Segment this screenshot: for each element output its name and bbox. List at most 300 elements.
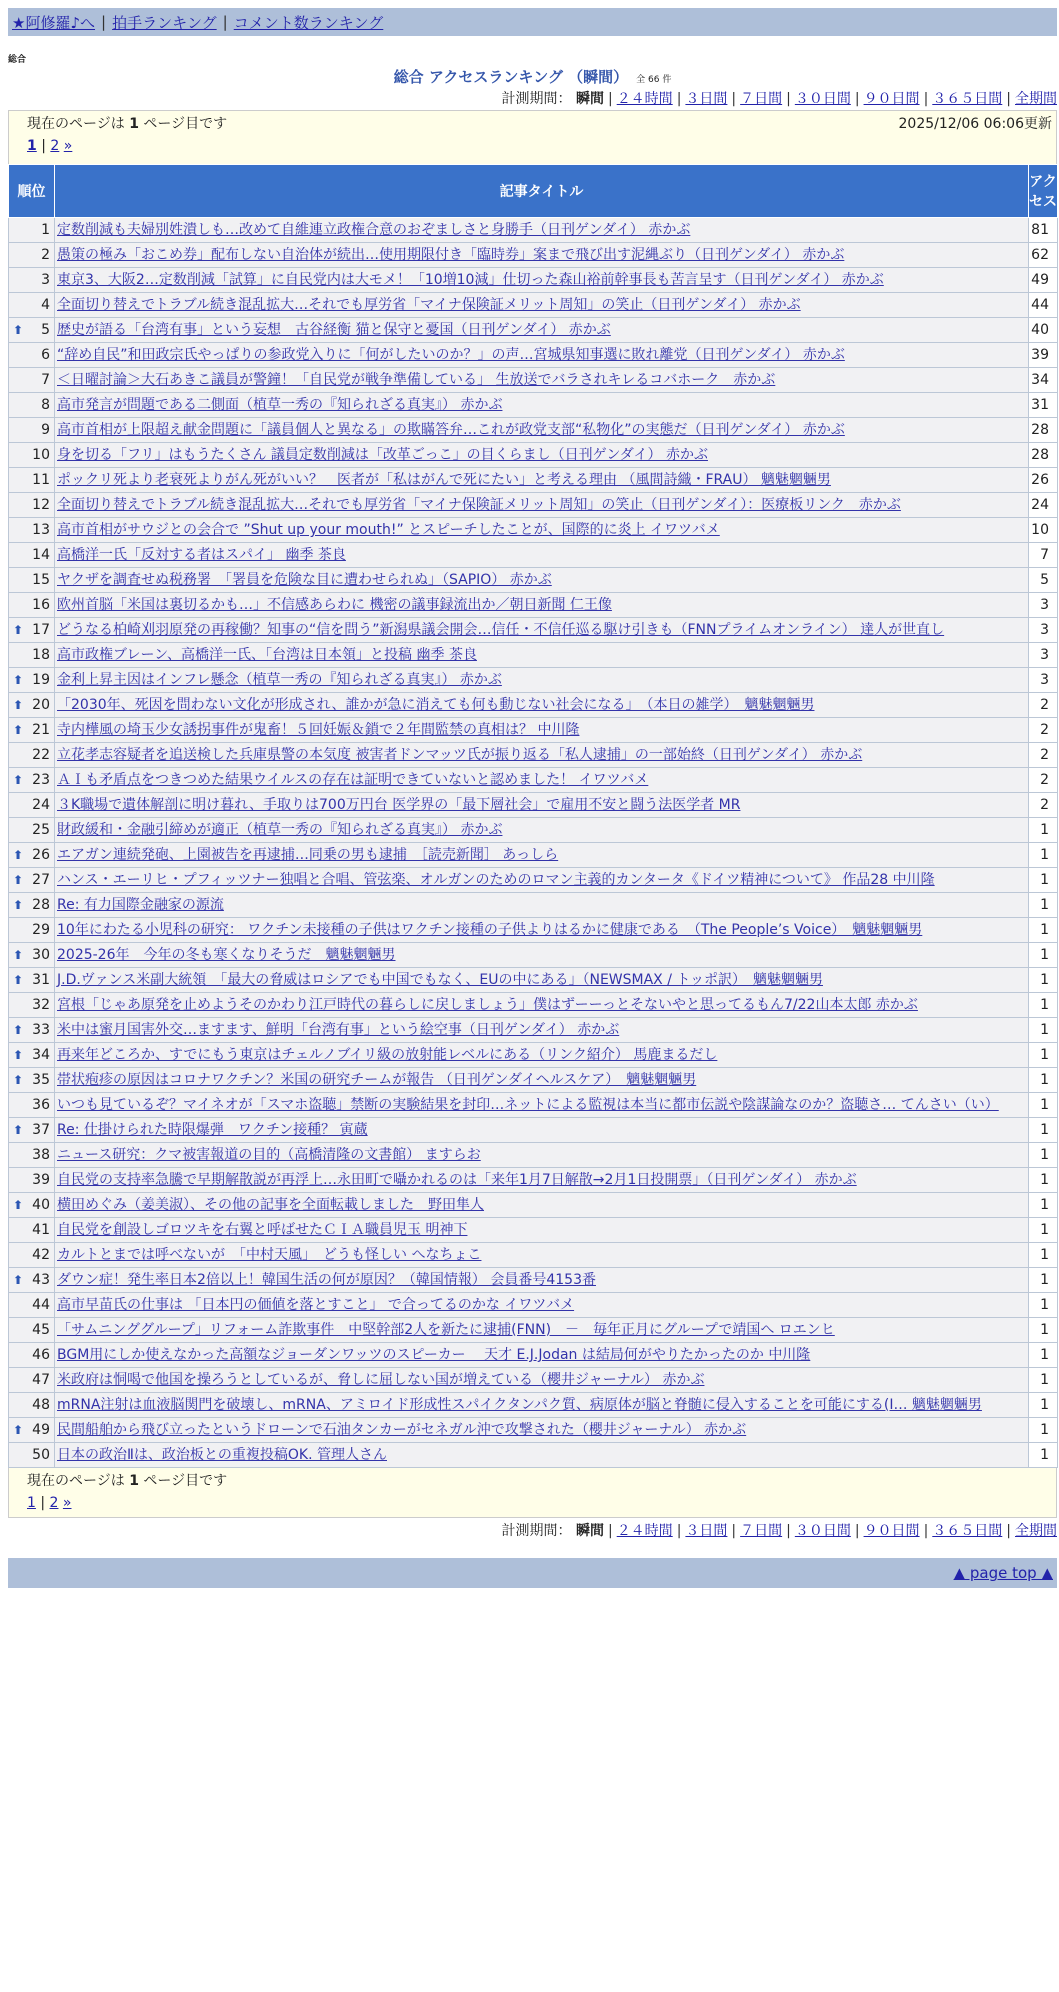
title-cell (55, 393, 1029, 418)
updated-timestamp: 2025/12/06 06:06更新 (898, 116, 1052, 132)
rank-number: 12 (32, 497, 50, 513)
title-cell (55, 293, 1029, 318)
rank-cell (9, 418, 55, 443)
rank-cell (9, 393, 55, 418)
ranking-table (8, 164, 1058, 1468)
period-option[interactable]: ９０日間 (863, 91, 920, 107)
access-count: 28 (1029, 418, 1058, 443)
article-link[interactable]: ３K職場で遺体解剖に明け暮れ、手取りは700万円台 医学界の「最下層社会」で雇用不安と闘う法医学者 MR (57, 797, 741, 813)
article-link[interactable]: J.D.ヴァンス米副大統領 「最大の脅威はロシアでも中国でもなく、EUの中にある」（NEWSMAX / トッポ訳） 魑魅魍魎男 (57, 972, 823, 988)
article-link[interactable]: BGM用にしか使えなかった高額なジョーダンワッツのスピーカー ＿天才 E.J.Jodan は結局何がやりたかったのか 中川隆 (57, 1347, 811, 1363)
access-count: 1 (1029, 868, 1058, 893)
rank-cell (9, 1118, 55, 1143)
up-arrow-icon: ⬆ (13, 1048, 24, 1062)
title-cell (55, 1368, 1029, 1393)
rank-cell (9, 593, 55, 618)
page-2-link[interactable]: 2 (50, 138, 60, 154)
table-row (9, 1068, 1058, 1093)
rank-cell (9, 1093, 55, 1118)
article-link[interactable]: 高市発言が問題である二側面（植草一秀の『知られざる真実』） 赤かぶ (57, 397, 503, 413)
period-separator: | (923, 1523, 929, 1539)
rank-cell (9, 1218, 55, 1243)
pager-bottom: 1 | 2 » (27, 1495, 72, 1511)
title-cell (55, 568, 1029, 593)
page-info-box-bottom (8, 1468, 1057, 1518)
next-page-link[interactable]: » (62, 1495, 72, 1511)
up-arrow-icon: ⬆ (13, 1073, 24, 1087)
period-option[interactable]: ２４時間 (616, 91, 673, 107)
table-row (9, 268, 1058, 293)
rank-cell (9, 1143, 55, 1168)
nav-separator: | (101, 13, 107, 31)
period-separator: | (676, 91, 682, 107)
period-separator: | (854, 1523, 860, 1539)
access-count: 1 (1029, 1068, 1058, 1093)
table-row (9, 618, 1058, 643)
title-cell (55, 643, 1029, 668)
article-link[interactable]: 高市政権ブレーン、高橋洋一氏、「台湾は日本領」と投稿 幽季 茶良 (57, 647, 477, 663)
access-count: 1 (1029, 1043, 1058, 1068)
article-link[interactable]: 欧州首脳「米国は裏切るかも…」不信感あらわに 機密の議事録流出か／朝日新聞 仁王像 (57, 597, 612, 613)
rank-cell (9, 1243, 55, 1268)
up-arrow-icon: ⬆ (13, 723, 24, 737)
article-link[interactable]: 米中は蜜月国害外交…ますます、鮮明「台湾有事」という絵空事（日刊ゲンダイ） 赤かぶ (57, 1022, 620, 1038)
article-link[interactable]: 2025-26年 今年の冬も寒くなりそうだ 魑魅魍魎男 (57, 947, 396, 963)
title-cell (55, 1093, 1029, 1118)
rank-cell (9, 1418, 55, 1443)
period-option[interactable]: ３０日間 (794, 91, 851, 107)
access-count: 1 (1029, 943, 1058, 968)
access-count: 2 (1029, 793, 1058, 818)
title-cell (55, 1418, 1029, 1443)
category-label: 総合 (8, 55, 27, 65)
rank-cell (9, 768, 55, 793)
rank-cell (9, 368, 55, 393)
rank-number: 31 (32, 972, 50, 988)
table-row (9, 643, 1058, 668)
article-link[interactable]: 高橋洋一氏「反対する者はスパイ」 幽季 茶良 (57, 547, 346, 563)
rank-number: 5 (41, 322, 50, 338)
article-link[interactable]: 東京3、大阪2…定数削減「試算」に自民党内は大モメ！「10増10減」仕切った森山裕前幹事長も苦言呈す（日刊ゲンダイ） 赤かぶ (57, 272, 884, 288)
page-info-bottom: 現在のページは 1 ページ目です (27, 1473, 228, 1489)
title-cell (55, 743, 1029, 768)
period-option[interactable]: ３６５日間 (932, 1523, 1003, 1539)
up-arrow-icon: ⬆ (13, 673, 24, 687)
article-link[interactable]: エアガン連続発砲、上園被告を再逮捕…同乗の男も逮捕 ［読売新聞］ あっしら (57, 847, 559, 863)
title-cell (55, 693, 1029, 718)
period-separator: | (1006, 1523, 1011, 1539)
rank-cell (9, 943, 55, 968)
rank-cell (9, 493, 55, 518)
comment-ranking-link[interactable]: コメント数ランキング (233, 13, 384, 32)
access-count: 62 (1029, 243, 1058, 268)
next-page-link[interactable]: » (63, 138, 73, 154)
article-link[interactable]: ニュース研究：クマ被害報道の目的（高橋清隆の文書館） ますらお (57, 1147, 481, 1163)
title-cell (55, 918, 1029, 943)
rank-number: 49 (32, 1422, 50, 1438)
period-separator: | (676, 1523, 682, 1539)
period-option[interactable]: ７日間 (740, 91, 783, 107)
rank-number: 43 (32, 1272, 50, 1288)
period-separator: | (731, 91, 737, 107)
rank-number: 1 (41, 222, 50, 238)
rank-cell (9, 693, 55, 718)
title-cell (55, 418, 1029, 443)
period-separator: | (786, 91, 791, 107)
rank-number: 7 (41, 372, 50, 388)
table-row (9, 1318, 1058, 1343)
rank-number: 10 (32, 447, 50, 463)
table-row (9, 1343, 1058, 1368)
table-row (9, 443, 1058, 468)
page-1-link[interactable]: 1 (27, 138, 37, 154)
article-link[interactable]: ヤクザを調査せぬ税務署 「署員を危険な目に遭わせられぬ」（SAPIO） 赤かぶ (57, 572, 552, 588)
article-link[interactable]: どうなる柏崎刈羽原発の再稼働？知事の“信を問う”新潟県議会開会…信任・不信任巡る駆け引きも（FNNプライムオンライン） 達人が世直し (57, 622, 945, 638)
article-link[interactable]: 身を切る「フリ」はもうたくさん 議員定数削減は「改革ごっこ」の目くらまし（日刊ゲンダイ） 赤かぶ (57, 447, 708, 463)
access-count: 1 (1029, 918, 1058, 943)
rank-number: 30 (32, 947, 50, 963)
title-cell (55, 943, 1029, 968)
table-row (9, 1418, 1058, 1443)
article-link[interactable]: “辞め自民”和田政宗氏やっぱりの参政党入りに「何がしたいのか？」の声…宮城県知事選に敗れ離党（日刊ゲンダイ） 赤かぶ (57, 347, 845, 363)
rank-number: 36 (32, 1097, 50, 1113)
rank-number: 8 (41, 397, 50, 413)
title-cell (55, 1218, 1029, 1243)
rank-number: 40 (32, 1197, 50, 1213)
article-link[interactable]: 財政緩和・金融引締めが適正（植草一秀の『知られざる真実』） 赤かぶ (57, 822, 503, 838)
table-row (9, 393, 1058, 418)
title-cell (55, 1043, 1029, 1068)
rank-cell (9, 743, 55, 768)
rank-cell (9, 668, 55, 693)
rank-cell (9, 868, 55, 893)
rank-cell (9, 918, 55, 943)
access-count: 7 (1029, 543, 1058, 568)
rank-number: 26 (32, 847, 50, 863)
period-option[interactable]: 全期間 (1015, 1523, 1057, 1539)
period-selector-top (8, 88, 1057, 110)
rank-number: 46 (32, 1347, 50, 1363)
rank-cell (9, 318, 55, 343)
rank-number: 9 (41, 422, 50, 438)
rank-cell (9, 818, 55, 843)
period-separator: | (607, 1523, 613, 1539)
access-count: 1 (1029, 1243, 1058, 1268)
rank-number: 34 (32, 1047, 50, 1063)
rank-cell (9, 793, 55, 818)
period-option: 瞬間 (575, 1523, 604, 1539)
ranking-rows (9, 218, 1058, 1468)
page-top-link[interactable]: ▲ page top ▲ (953, 1564, 1053, 1582)
rank-number: 3 (41, 272, 50, 288)
access-count: 26 (1029, 468, 1058, 493)
title-cell (55, 443, 1029, 468)
table-row (9, 818, 1058, 843)
access-count: 1 (1029, 843, 1058, 868)
period-option[interactable]: ２４時間 (616, 1523, 673, 1539)
rank-cell (9, 1343, 55, 1368)
rank-number: 2 (41, 247, 50, 263)
article-link[interactable]: 高市首相が上限超え献金問題に「議員個人と異なる」の欺瞞答弁…これが政党支部“私物化”の実態だ（日刊ゲンダイ） 赤かぶ (57, 422, 845, 438)
rank-number: 32 (32, 997, 50, 1013)
table-row (9, 743, 1058, 768)
table-row (9, 418, 1058, 443)
period-option[interactable]: ９０日間 (863, 1523, 920, 1539)
rank-cell (9, 343, 55, 368)
article-link[interactable]: 「サムニンググループ」リフォーム詐欺事件 中堅幹部2人を新たに逮捕(FNN) － 毎年正月にグループで靖国へ ロエンヒ (57, 1322, 835, 1338)
article-link[interactable]: 歴史が語る「台湾有事」という妄想 古谷経衡 猫と保守と憂国（日刊ゲンダイ） 赤かぶ (57, 322, 611, 338)
access-count: 2 (1029, 693, 1058, 718)
period-label: 計測期間： (501, 91, 572, 107)
article-link[interactable]: カルトとまでは呼べないが 「中村天風」 どうも怪しい へなちょこ (57, 1247, 482, 1263)
title-cell (55, 793, 1029, 818)
article-link[interactable]: 全面切り替えでトラブル続き混乱拡大…それでも厚労省「マイナ保険証メリット周知」の笑止（日刊ゲンダイ）：医療板リンク 赤かぶ (57, 497, 901, 513)
table-row (9, 1168, 1058, 1193)
table-row (9, 793, 1058, 818)
article-link[interactable]: 日本の政治Ⅱは、政治板との重複投稿OK. 管理人さん (57, 1447, 387, 1463)
title-cell (55, 893, 1029, 918)
up-arrow-icon: ⬆ (13, 1123, 24, 1137)
rank-number: 37 (32, 1122, 50, 1138)
rank-number: 42 (32, 1247, 50, 1263)
table-row (9, 993, 1058, 1018)
rank-number: 23 (32, 772, 50, 788)
access-count: 5 (1029, 568, 1058, 593)
rank-number: 13 (32, 522, 50, 538)
article-link[interactable]: 自民党を創設しゴロツキを右翼と呼ばせたＣＩＡ職員児玉 明神下 (57, 1222, 468, 1238)
rank-number: 44 (32, 1297, 50, 1313)
article-link[interactable]: 自民党の支持率急騰で早期解散説が再浮上…永田町で囁かれるのは「来年1月7日解散→2月1日投開票」（日刊ゲンダイ） 赤かぶ (57, 1172, 857, 1188)
rank-cell (9, 518, 55, 543)
rank-number: 29 (32, 922, 50, 938)
period-separator: | (786, 1523, 791, 1539)
rank-number: 4 (41, 297, 50, 313)
page-title: 総合 アクセスランキング （瞬間） (393, 68, 629, 86)
article-link[interactable]: 寺内樺風の埼玉少女誘拐事件が鬼畜！５回妊娠＆鎖で２年間監禁の真相は？ 中川隆 (57, 722, 580, 738)
title-cell (55, 868, 1029, 893)
table-row (9, 1043, 1058, 1068)
table-row (9, 668, 1058, 693)
access-count: 49 (1029, 268, 1058, 293)
access-count: 3 (1029, 618, 1058, 643)
title-cell (55, 768, 1029, 793)
up-arrow-icon: ⬆ (13, 623, 24, 637)
page-2-link[interactable]: 2 (49, 1495, 59, 1511)
access-count: 31 (1029, 393, 1058, 418)
title-cell (55, 1018, 1029, 1043)
article-link[interactable]: 全面切り替えでトラブル続き混乱拡大…それでも厚労省「マイナ保険証メリット周知」の笑止（日刊ゲンダイ） 赤かぶ (57, 297, 801, 313)
rank-cell (9, 243, 55, 268)
article-link[interactable]: ポックリ死より老衰死よりがん死がいい？ 医者が「私はがんで死にたい」と考える理由 （風間詩織・FRAU） 魑魅魍魎男 (57, 472, 831, 488)
table-row (9, 843, 1058, 868)
article-link[interactable]: ＜日曜討論＞大石あきこ議員が警鐘！「自民党が戦争準備している」 生放送でバラされキレるコバホーク 赤かぶ (57, 372, 776, 388)
table-row (9, 518, 1058, 543)
period-option[interactable]: ７日間 (740, 1523, 783, 1539)
up-arrow-icon: ⬆ (13, 948, 24, 962)
rank-cell (9, 293, 55, 318)
article-link[interactable]: 宮根「じゃあ原発を止めようそのかわり江戸時代の暮らしに戻しましょう」僕はずーーっとそないやと思ってるもん7/22山本太郎 赤かぶ (57, 997, 918, 1013)
title-cell (55, 1268, 1029, 1293)
page-title-row (8, 66, 1057, 88)
title-cell (55, 243, 1029, 268)
access-count: 1 (1029, 1018, 1058, 1043)
up-arrow-icon: ⬆ (13, 848, 24, 862)
rank-cell (9, 1193, 55, 1218)
table-row (9, 918, 1058, 943)
article-link[interactable]: 金利上昇主因はインフレ懸念（植草一秀の『知られざる真実』） 赤かぶ (57, 672, 502, 688)
title-cell (55, 818, 1029, 843)
article-link[interactable]: 再来年どころか、すでにもう東京はチェルノブイリ級の放射能レベルにある（リンク紹介） 馬鹿まるだし (57, 1047, 718, 1063)
access-count: 24 (1029, 493, 1058, 518)
title-cell (55, 1143, 1029, 1168)
period-separator: | (923, 91, 929, 107)
table-row (9, 1018, 1058, 1043)
table-row (9, 718, 1058, 743)
period-option[interactable]: ３日間 (685, 91, 728, 107)
article-link[interactable]: 10年にわたる小児科の研究： ワクチン未接種の子供はワクチン接種の子供よりはるかに健康である （The People’s Voice） 魑魅魍魎男 (57, 922, 923, 938)
access-count: 44 (1029, 293, 1058, 318)
title-cell (55, 468, 1029, 493)
up-arrow-icon: ⬆ (13, 898, 24, 912)
rank-number: 28 (32, 897, 50, 913)
article-link[interactable]: ＡＩも矛盾点をつきつめた結果ウイルスの存在は証明できていないと認めました！ イワツバメ (57, 772, 649, 788)
article-link[interactable]: mRNA注射は血液脳関門を破壊し、mRNA、アミロイド形成性スパイクタンパク質、病原体が脳と脊髄に侵入することを可能にする(I… 魑魅魍魎男 (57, 1397, 982, 1413)
table-row (9, 1368, 1058, 1393)
rank-cell (9, 968, 55, 993)
period-option[interactable]: ３０日間 (794, 1523, 851, 1539)
article-link[interactable]: 横田めぐみ（姜美淑）、その他の記事を全面転載しました 野田隼人 (57, 1197, 484, 1213)
table-row (9, 368, 1058, 393)
up-arrow-icon: ⬆ (13, 1423, 24, 1437)
table-row (9, 1118, 1058, 1143)
article-link[interactable]: 米政府は恫喝で他国を操ろうとしているが、脅しに屈しない国が増えている（櫻井ジャーナル） 赤かぶ (57, 1372, 705, 1388)
rank-cell (9, 643, 55, 668)
title-cell (55, 518, 1029, 543)
article-link[interactable]: ダウン症！発生率日本2倍以上！韓国生活の何が原因？（韓国情報） 会員番号4153番 (57, 1272, 596, 1288)
table-row (9, 1443, 1058, 1468)
article-link[interactable]: 高市首相がサウジとの会合で ”Shut up your mouth!” とスピーチしたことが、国際的に炎上 イワツバメ (57, 522, 720, 538)
table-row (9, 543, 1058, 568)
rank-cell (9, 443, 55, 468)
access-count: 28 (1029, 443, 1058, 468)
period-option[interactable]: ３日間 (685, 1523, 728, 1539)
article-link[interactable]: 民間船舶から飛び立ったというドローンで石油タンカーがセネガル沖で攻撃された（櫻井ジャーナル） 赤かぶ (57, 1422, 747, 1438)
access-count: 81 (1029, 218, 1058, 243)
rank-number: 16 (32, 597, 50, 613)
applause-ranking-link[interactable]: 拍手ランキング (112, 13, 217, 32)
period-option[interactable]: 全期間 (1015, 91, 1057, 107)
access-count: 10 (1029, 518, 1058, 543)
article-link[interactable]: Re: 有力国際金融家の源流 (57, 897, 224, 913)
access-count: 1 (1029, 1343, 1058, 1368)
access-count: 1 (1029, 1393, 1058, 1418)
page-info: 現在のページは 1 ページ目です (27, 116, 228, 132)
top-nav-bar (8, 8, 1057, 36)
rank-number: 20 (32, 697, 50, 713)
title-cell (55, 618, 1029, 643)
period-separator: | (731, 1523, 737, 1539)
rank-number: 22 (32, 747, 50, 763)
rank-cell (9, 1393, 55, 1418)
title-cell (55, 1343, 1029, 1368)
table-row (9, 1143, 1058, 1168)
title-cell (55, 268, 1029, 293)
article-link[interactable]: Re: 仕掛けられた時限爆弾 ワクチン接種？ 寅蔵 (57, 1122, 368, 1138)
table-row (9, 1218, 1058, 1243)
title-cell (55, 1443, 1029, 1468)
access-count: 1 (1029, 1193, 1058, 1218)
table-row (9, 868, 1058, 893)
access-count: 1 (1029, 1418, 1058, 1443)
home-link[interactable]: ★阿修羅♪へ (12, 13, 96, 32)
pager-top: 1 | 2 » (27, 138, 73, 154)
up-arrow-icon: ⬆ (13, 1023, 24, 1037)
access-count: 1 (1029, 993, 1058, 1018)
article-link[interactable]: 定数削減も夫婦別姓潰しも…改めて自維連立政権合意のおぞましさと身勝手（日刊ゲンダイ） 赤かぶ (57, 222, 691, 238)
article-link[interactable]: 帯状疱疹の原因はコロナワクチン？米国の研究チームが報告 （日刊ゲンダイヘルスケア） 魑魅魍魎男 (57, 1072, 697, 1088)
rank-number: 33 (32, 1022, 50, 1038)
table-row (9, 1193, 1058, 1218)
access-count: 1 (1029, 1293, 1058, 1318)
title-cell (55, 993, 1029, 1018)
title-cell (55, 1193, 1029, 1218)
access-count: 1 (1029, 1093, 1058, 1118)
table-row (9, 493, 1058, 518)
access-column-header: アクセス (1029, 165, 1058, 218)
access-count: 1 (1029, 1168, 1058, 1193)
article-link[interactable]: 高市早苗氏の仕事は 「日本円の価値を落とすこと」 で合ってるのかな イワツバメ (57, 1297, 575, 1313)
rank-cell (9, 1293, 55, 1318)
access-count: 1 (1029, 1368, 1058, 1393)
title-cell (55, 1168, 1029, 1193)
table-row (9, 293, 1058, 318)
title-cell (55, 1243, 1029, 1268)
up-arrow-icon: ⬆ (13, 873, 24, 887)
rank-number: 41 (32, 1222, 50, 1238)
rank-cell (9, 568, 55, 593)
period-separator: | (854, 91, 860, 107)
rank-number: 11 (32, 472, 50, 488)
access-count: 1 (1029, 1318, 1058, 1343)
title-cell (55, 1318, 1029, 1343)
rank-cell (9, 268, 55, 293)
article-link[interactable]: ハンス・エーリヒ・プフィッツナー独唱と合唱、管弦楽、オルガンのためのロマン主義的カンタータ《ドイツ精神について》 作品28 中川隆 (57, 872, 935, 888)
page-1-link[interactable]: 1 (27, 1495, 36, 1511)
article-link[interactable]: いつも見ているぞ？マイネオが「スマホ盗聴」禁断の実験結果を封印…ネットによる監視は本当に都市伝説や陰謀論なのか？盗聴さ… てんさい（い） (57, 1097, 999, 1113)
access-count: 2 (1029, 718, 1058, 743)
article-link[interactable]: 立花孝志容疑者を追送検した兵庫県警の本気度 被害者ドンマッツ氏が振り返る「私人逮捕」の一部始終（日刊ゲンダイ） 赤かぶ (57, 747, 863, 763)
rank-number: 19 (32, 672, 50, 688)
rank-number: 17 (32, 622, 50, 638)
access-count: 3 (1029, 668, 1058, 693)
access-count: 40 (1029, 318, 1058, 343)
rank-number: 35 (32, 1072, 50, 1088)
table-header-row (9, 165, 1058, 218)
title-cell (55, 318, 1029, 343)
rank-cell (9, 843, 55, 868)
rank-cell (9, 1268, 55, 1293)
table-row (9, 943, 1058, 968)
access-count: 3 (1029, 643, 1058, 668)
period-option[interactable]: ３６５日間 (932, 91, 1003, 107)
rank-number: 24 (32, 797, 50, 813)
rank-column-header: 順位 (9, 165, 55, 218)
rank-cell (9, 543, 55, 568)
article-link[interactable]: 「2030年、死因を問わない文化が形成され、誰かが急に消えても何も動じない社会になる」 （本日の雑学） 魑魅魍魎男 (57, 697, 815, 713)
rank-cell (9, 1168, 55, 1193)
article-link[interactable]: 愚策の極み「おこめ券」配布しない自治体が続出…使用期限付き「臨時券」案まで飛び出す泥縄ぶり（日刊ゲンダイ） 赤かぶ (57, 247, 845, 263)
page-info-box-top (8, 110, 1057, 164)
